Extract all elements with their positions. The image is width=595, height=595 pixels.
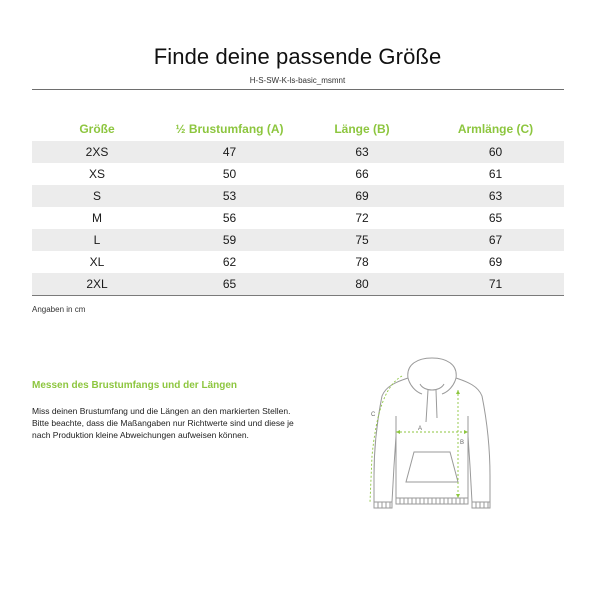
length-cell: 78 (355, 255, 369, 269)
table-row (32, 141, 564, 163)
size-cell: S (32, 185, 162, 207)
measure-heading: Messen des Brustumfangs und der Längen (32, 380, 238, 391)
table-row (32, 163, 564, 185)
header-divider (32, 89, 564, 90)
size-cell: L (32, 229, 162, 251)
chest-cell: 47 (162, 141, 297, 163)
chest-cell: 59 (162, 229, 297, 251)
column-header-sleeve: Armlänge (C) (457, 122, 534, 136)
table-row (32, 207, 564, 229)
label-c: C (371, 412, 376, 418)
column-header-chest: ½ Brustumfang (A) (175, 122, 284, 136)
sleeve-cell: 61 (488, 167, 503, 181)
label-a: A (418, 426, 423, 432)
sleeve-cell: 63 (427, 185, 564, 207)
length-cell: 69 (297, 185, 427, 207)
measure-instructions (32, 405, 307, 441)
size-table-header (32, 117, 564, 141)
column-header-size: Größe (79, 122, 115, 136)
table-row (32, 251, 564, 273)
measure-paragraph: Bitte beachte, dass die Maßangaben nur Richtwerte sind und diese je nach Produktion kleine Abweichungen aufweisen können. (32, 418, 294, 440)
length-cell: 80 (297, 273, 427, 296)
sleeve-cell: 67 (427, 229, 564, 251)
sleeve-cell: 69 (488, 255, 503, 269)
sleeve-cell: 65 (488, 211, 503, 225)
sleeve-cell: 60 (427, 141, 564, 163)
sleeve-cell: 71 (427, 273, 564, 296)
measurement-lines (370, 376, 468, 502)
label-b: B (460, 440, 465, 446)
size-table (32, 117, 564, 296)
column-header-length: Länge (B) (334, 122, 390, 136)
length-cell: 75 (297, 229, 427, 251)
size-cell: XL (89, 255, 105, 269)
length-cell: 72 (355, 211, 369, 225)
table-row (32, 185, 564, 207)
length-cell: 63 (297, 141, 427, 163)
size-cell: M (92, 211, 102, 225)
chest-cell: 65 (162, 273, 297, 296)
hoodie-diagram (362, 356, 502, 514)
units-note: Angaben in cm (32, 305, 86, 314)
table-row (32, 229, 564, 251)
chest-cell: 62 (222, 255, 237, 269)
size-cell: XS (88, 167, 105, 181)
page-title: Finde deine passende Größe (153, 44, 442, 69)
size-cell: 2XS (32, 141, 162, 163)
chest-cell: 50 (222, 167, 237, 181)
chest-cell: 53 (162, 185, 297, 207)
product-code: H-S-SW-K-ls-basic_msmnt (249, 76, 346, 85)
table-row (32, 273, 564, 296)
chest-cell: 56 (222, 211, 237, 225)
length-cell: 66 (355, 167, 369, 181)
measure-paragraph: Miss deinen Brustumfang und die Längen an den markierten Stellen. (32, 406, 291, 416)
size-cell: 2XL (32, 273, 162, 296)
